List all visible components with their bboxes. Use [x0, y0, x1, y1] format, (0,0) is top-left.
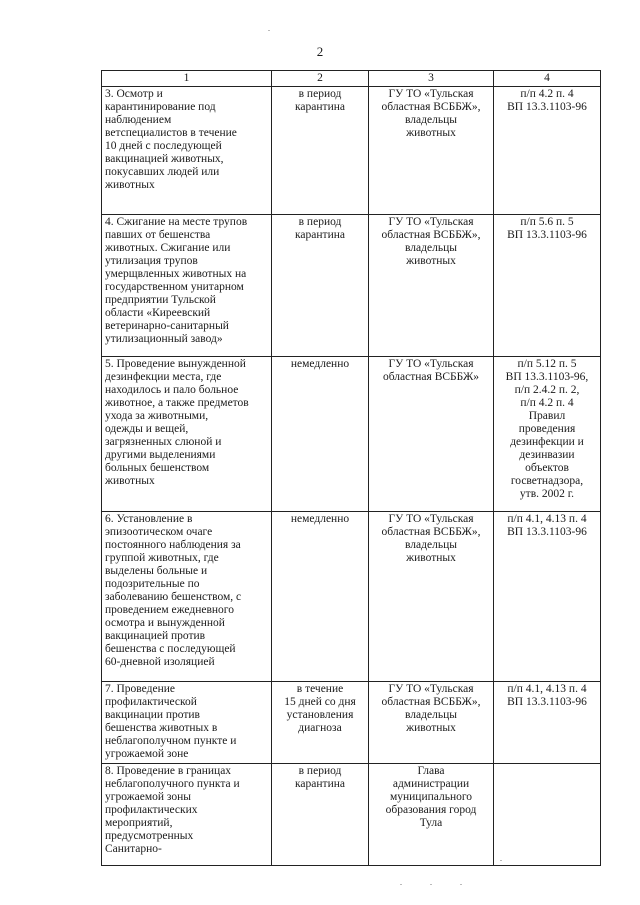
period-cell: немедленно: [272, 512, 369, 682]
scan-speck: [268, 30, 270, 31]
period-cell: в период карантина: [272, 215, 369, 357]
scan-speck: [500, 860, 502, 861]
basis-cell: п/п 4.1, 4.13 п. 4 ВП 13.3.1103-96: [494, 682, 601, 764]
table-row: [102, 512, 601, 682]
table-row: [102, 682, 601, 764]
responsible-cell: ГУ ТО «Тульская областная ВСББЖ», владельцы животных: [369, 682, 494, 764]
basis-cell: п/п 5.6 п. 5 ВП 13.3.1103-96: [494, 215, 601, 357]
responsible-cell: Глава администрации муниципального образования город Тула: [369, 764, 494, 866]
measure-cell: 3. Осмотр и карантинирование под наблюдением ветспециалистов в течение 10 дней с последующей вакцинацией животных, покусавших людей или животных: [102, 87, 272, 215]
table-header-row: [102, 71, 601, 87]
measure-cell: 4. Сжигание на месте трупов павших от бешенства животных. Сжигание или утилизация трупов умерщвленных животных на государственном унитарном предприятии Тульской области «Киреевский ветеринарно-санитарный утилизационный завод»: [102, 215, 272, 357]
table-row: [102, 764, 601, 866]
table-row: [102, 215, 601, 357]
basis-cell: [494, 764, 601, 866]
measure-cell: 5. Проведение вынужденной дезинфекции места, где находилось и пало больное животное, а также предметов ухода за животными, одежды и вещей, загрязненных слюной и другими выделениями больных бешенством животных: [102, 357, 272, 512]
scan-speck: [460, 884, 462, 885]
responsible-cell: ГУ ТО «Тульская областная ВСББЖ», владельцы животных: [369, 512, 494, 682]
period-cell: в течение 15 дней со дня установления диагноза: [272, 682, 369, 764]
measure-cell: 6. Установление в эпизоотическом очаге постоянного наблюдения за группой животных, где выделены больные и подозрительные по заболеванию бешенством, с проведением ежедневного осмотра и вынужденной вакцинацией против бешенства с последующей 60-дневной изоляцией: [102, 512, 272, 682]
measure-cell: 7. Проведение профилактической вакцинации против бешенства животных в неблагополучном пункте и угрожаемой зоне: [102, 682, 272, 764]
column-header-3: 3: [369, 71, 494, 87]
basis-cell: п/п 5.12 п. 5 ВП 13.3.1103-96, п/п 2.4.2 п. 2, п/п 4.2 п. 4 Правил проведения дезинфекции и дезинвазии объектов госветнадзора, утв. 2002 г.: [494, 357, 601, 512]
basis-cell: п/п 4.1, 4.13 п. 4 ВП 13.3.1103-96: [494, 512, 601, 682]
measure-cell: 8. Проведение в границах неблагополучного пункта и угрожаемой зоны профилактических мероприятий, предусмотренных Санитарно-: [102, 764, 272, 866]
measures-table: [101, 70, 601, 866]
table-row: [102, 87, 601, 215]
period-cell: немедленно: [272, 357, 369, 512]
period-cell: в период карантина: [272, 764, 369, 866]
responsible-cell: ГУ ТО «Тульская областная ВСББЖ», владельцы животных: [369, 87, 494, 215]
basis-cell: п/п 4.2 п. 4 ВП 13.3.1103-96: [494, 87, 601, 215]
scan-speck: [400, 884, 402, 885]
table-row: [102, 357, 601, 512]
responsible-cell: ГУ ТО «Тульская областная ВСББЖ», владельцы животных: [369, 215, 494, 357]
page-number: 2: [316, 44, 324, 59]
column-header-2: 2: [272, 71, 369, 87]
scan-speck: [430, 884, 432, 885]
column-header-4: 4: [494, 71, 601, 87]
responsible-cell: ГУ ТО «Тульская областная ВСББЖ»: [369, 357, 494, 512]
column-header-1: 1: [102, 71, 272, 87]
period-cell: в период карантина: [272, 87, 369, 215]
